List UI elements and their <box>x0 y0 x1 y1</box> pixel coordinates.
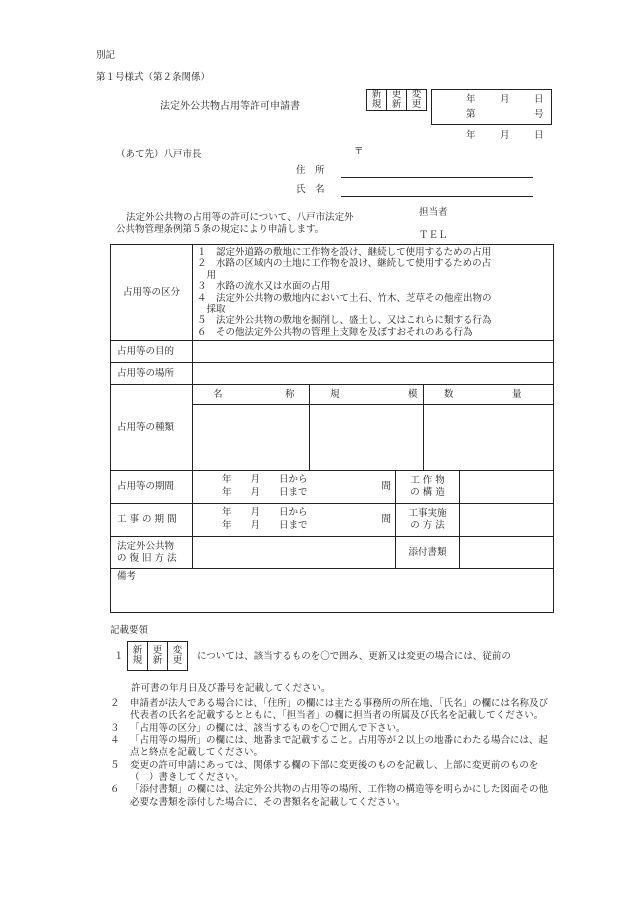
note-1-text: については、該当するものを〇で囲み、更新又は変更の場合には、従前の <box>197 651 511 662</box>
location-field[interactable] <box>193 363 554 385</box>
permit-dai: 第 <box>466 109 476 120</box>
status-change[interactable] <box>407 90 427 111</box>
category-option-4[interactable]: ４ 法定外公共物の敷地内において土石、竹木、芝草その他産出物の <box>197 292 492 304</box>
remarks-field[interactable] <box>111 569 554 613</box>
kind-scale-field[interactable] <box>310 405 424 471</box>
apply-month: 月 <box>500 130 510 141</box>
kind-scale-header: 規 模 <box>310 385 424 405</box>
category-options[interactable] <box>193 245 554 341</box>
address-label: 住 所 <box>296 165 325 176</box>
work-period-row <box>111 504 554 537</box>
status-new-label: 新 規 <box>371 89 382 110</box>
address-line[interactable] <box>341 177 533 178</box>
note-item: ４ 「占用等の場所」の欄には、地番まで記載すること。占用等が２以上の地番にわたる場合には、起点と終点を記載してください。 <box>110 735 549 759</box>
name-line[interactable] <box>341 196 533 197</box>
kind-header-row <box>111 385 554 405</box>
note-item: ２ 申請者が法人である場合には、「住所」の欄には主たる事務所の所在地、「氏名」の欄には名称及び代表者の氏名を記載するとともに、「担当者」の欄に担当者の所属及び氏名を記載してください。 <box>110 698 549 722</box>
form-number: 第１号様式（第２条関係） <box>96 72 211 83</box>
status-box <box>366 89 427 111</box>
status-renew[interactable] <box>387 90 407 111</box>
category-option-4-cont: 採取 <box>197 303 226 315</box>
apply-day: 日 <box>534 130 544 141</box>
status-renew-label: 更 新 <box>391 89 402 110</box>
note-box-new: 新 規 <box>128 642 148 671</box>
work-period-unit: 間 <box>368 504 396 537</box>
attachments-label: 添付書類 <box>396 537 460 569</box>
contact-label: 担当者 <box>419 207 448 218</box>
category-option-2[interactable]: ２ 水路の区域内の土地に工作物を設け、継続して使用するための占 <box>197 258 492 270</box>
restore-row <box>111 537 554 569</box>
permit-day: 日 <box>534 94 544 105</box>
permit-info-box <box>431 89 552 125</box>
period-label: 占用等の期間 <box>111 471 193 504</box>
tel-label: ＴＥＬ <box>419 230 448 241</box>
location-label: 占用等の場所 <box>111 363 193 385</box>
note-item: ６ 「添付書類」の欄には、法定外公共物の占用等の場所、工作物の構造等を明らかにした図面その他必要な書類を添付した場合に、その書類名を記載してください。 <box>110 784 549 808</box>
kind-qty-field[interactable] <box>424 405 554 471</box>
period-unit: 間 <box>368 471 396 504</box>
note-1-status-box <box>127 641 188 671</box>
intro-line2: 公共物管理条例第５条の規定により申請します。 <box>116 224 325 235</box>
permit-year: 年 <box>466 94 476 105</box>
appendix-label: 別記 <box>96 50 116 61</box>
work-method-label: 工事実施 の 方 法 <box>396 504 460 537</box>
note-item: ５ 変更の許可申請にあっては、関係する欄の下部に変更後のものを記載し、上部に変更前のものを（ ）書きしてください。 <box>110 759 539 784</box>
category-row <box>111 245 554 341</box>
note-box-change: 変 更 <box>168 642 188 671</box>
restore-label: 法定外公共物 の 復 旧 方 法 <box>111 537 193 569</box>
note-box-renew: 更 新 <box>148 642 168 671</box>
form-title: 法定外公共物占用等許可申請書 <box>160 101 300 112</box>
restore-field[interactable] <box>193 537 396 569</box>
structure-field[interactable] <box>460 471 554 504</box>
remarks-label: 備考 <box>117 571 137 583</box>
purpose-label: 占用等の目的 <box>111 341 193 363</box>
name-label: 氏 名 <box>296 184 325 195</box>
addressee: （あて先）八戸市長 <box>116 149 202 160</box>
work-period-field[interactable]: 年 月 日から 年 月 日まで <box>193 504 368 537</box>
purpose-field[interactable] <box>193 341 554 363</box>
category-option-1[interactable]: １ 認定外道路の敷地に工作物を設け、継続して使用するための占用 <box>197 247 492 258</box>
category-option-6[interactable]: ６ その他法定外公共物の管理上支障を及ぼすおそれのある行為 <box>197 326 473 338</box>
kind-name-field[interactable] <box>193 405 310 471</box>
kind-qty-header: 数 量 <box>424 385 554 405</box>
work-period-label: 工 事 の 期 間 <box>111 504 193 537</box>
category-option-5[interactable]: ５ 法定外公共物の敷地を掘削し、盛土し、又はこれらに類する行為 <box>197 315 492 327</box>
permit-go: 号 <box>534 109 544 120</box>
status-new[interactable] <box>367 90 387 111</box>
intro-line1: 法定外公共物の占用等の許可について、八戸市法定外 <box>126 212 354 223</box>
category-label: 占用等の区分 <box>111 245 193 341</box>
postal-mark: 〒 <box>354 146 364 157</box>
kind-name-header: 名 称 <box>193 385 310 405</box>
work-method-field[interactable] <box>460 504 554 537</box>
category-option-2-cont: 用 <box>197 269 217 281</box>
purpose-row <box>111 341 554 363</box>
apply-year: 年 <box>466 130 476 141</box>
kind-label: 占用等の種類 <box>111 385 193 471</box>
status-change-label: 変 更 <box>411 89 422 110</box>
notes-heading: 記載要領 <box>110 625 149 636</box>
permit-month: 月 <box>500 94 510 105</box>
note-1-number: １ <box>114 651 124 662</box>
note-1-text-cont: 許可書の年月日及び番号を記載してください。 <box>131 683 331 694</box>
period-field[interactable]: 年 月 日から 年 月 日まで <box>193 471 368 504</box>
attachments-field[interactable] <box>460 537 554 569</box>
period-row <box>111 471 554 504</box>
notes-list <box>110 698 555 809</box>
location-row <box>111 363 554 385</box>
note-item: ３ 「占用等の区分」の欄には、該当するものを〇で囲んで下さい。 <box>110 722 406 734</box>
category-option-3[interactable]: ３ 水路の流水又は水面の占用 <box>197 281 331 293</box>
structure-label: 工 作 物 の 構 造 <box>396 471 460 504</box>
application-table <box>110 244 554 613</box>
remarks-row <box>111 569 554 613</box>
